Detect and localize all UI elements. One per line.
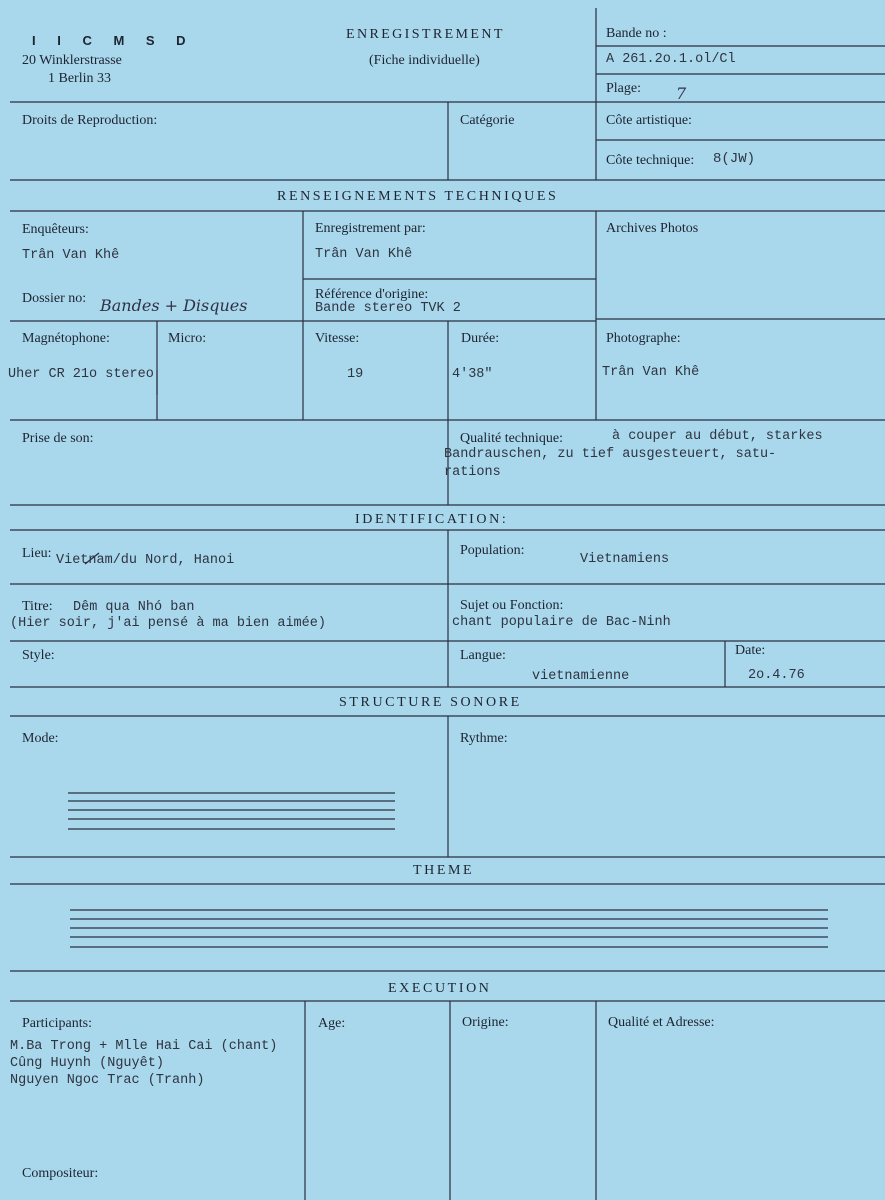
compositeur-label: Compositeur:	[22, 1166, 99, 1181]
participant-1: M.Ba Trong + Mlle Hai Cai (chant)	[10, 1039, 278, 1054]
origine-label: Origine:	[462, 1015, 509, 1030]
participant-3: Nguyen Ngoc Trac (Tranh)	[10, 1073, 205, 1088]
org-logo: I I C M S D	[32, 33, 195, 48]
org-city: 1 Berlin 33	[48, 71, 111, 86]
lieu-label: Lieu:	[22, 546, 52, 561]
langue-label: Langue:	[460, 648, 506, 663]
lieu-value: Vietnam/du Nord, Hanoi	[56, 553, 235, 568]
bande-label: Bande no :	[606, 26, 667, 41]
org-street: 20 Winklerstrasse	[22, 53, 122, 68]
date-value: 2o.4.76	[748, 668, 805, 683]
participants-label: Participants:	[22, 1016, 92, 1031]
section-heading-execution: EXECUTION	[388, 981, 492, 996]
langue-value: vietnamienne	[532, 669, 630, 684]
plage-value: 7	[676, 84, 687, 103]
enqueteurs-value: Trân Van Khê	[22, 248, 120, 263]
photographe-value: Trân Van Khê	[602, 365, 700, 380]
date-label: Date:	[735, 643, 766, 658]
qualite-technique-line-3: rations	[444, 465, 501, 480]
cote-artistique-label: Côte artistique:	[606, 113, 692, 128]
participant-2: Cûng Huynh (Nguyêt)	[10, 1056, 164, 1071]
photographe-label: Photographe:	[606, 331, 681, 346]
droits-label: Droits de Reproduction:	[22, 113, 158, 128]
sujet-value: chant populaire de Bac-Ninh	[452, 615, 671, 630]
section-heading-identification: IDENTIFICATION:	[355, 512, 509, 527]
dossier-label: Dossier no:	[22, 291, 87, 306]
section-heading-theme: THEME	[413, 863, 475, 878]
age-label: Age:	[318, 1016, 346, 1031]
duree-value: 4'38"	[452, 367, 493, 382]
qualite-technique-line-1: à couper au début, starkes	[612, 429, 823, 444]
cote-technique-value: 8(JW)	[713, 151, 756, 167]
mode-staff	[68, 793, 395, 829]
qualite-technique-label: Qualité technique:	[460, 431, 564, 446]
form-subtitle: (Fiche individuelle)	[369, 53, 480, 68]
section-heading-structure: STRUCTURE SONORE	[339, 695, 522, 710]
titre-value: Dêm qua Nhó ban	[73, 600, 195, 615]
qualite-adresse-label: Qualité et Adresse:	[608, 1015, 715, 1030]
reference-label: Référence d'origine:	[315, 287, 429, 302]
titre-label: Titre:	[22, 599, 53, 614]
prise-de-son-label: Prise de son:	[22, 431, 94, 446]
population-label: Population:	[460, 543, 525, 558]
vitesse-value: 19	[347, 367, 364, 382]
plage-label: Plage:	[606, 81, 641, 96]
dossier-value: Bandes + Disques	[100, 296, 248, 315]
micro-label: Micro:	[168, 331, 207, 346]
theme-staff	[70, 910, 828, 947]
enregistrement-label: Enregistrement par:	[315, 221, 426, 236]
titre-translation: (Hier soir, j'ai pensé à ma bien aimée)	[10, 616, 326, 631]
bande-value: A 261.2o.1.ol/Cl	[606, 52, 736, 67]
enregistrement-value: Trân Van Khê	[315, 247, 413, 262]
archives-photos-label: Archives Photos	[606, 221, 699, 236]
categorie-label: Catégorie	[460, 113, 515, 128]
magnetophone-value: Uher CR 21o stereo	[8, 367, 154, 382]
form-title: ENREGISTREMENT	[346, 27, 505, 42]
style-label: Style:	[22, 648, 55, 663]
cote-technique-label: Côte technique:	[606, 153, 695, 168]
vitesse-label: Vitesse:	[315, 331, 360, 346]
reference-value: Bande stereo TVK 2	[315, 301, 461, 316]
duree-label: Durée:	[461, 331, 500, 346]
mode-label: Mode:	[22, 731, 59, 746]
sujet-label: Sujet ou Fonction:	[460, 598, 564, 613]
rythme-label: Rythme:	[460, 731, 508, 746]
enqueteurs-label: Enquêteurs:	[22, 222, 89, 237]
section-heading-technical: RENSEIGNEMENTS TECHNIQUES	[277, 189, 559, 204]
magnetophone-label: Magnétophone:	[22, 331, 110, 346]
population-value: Vietnamiens	[580, 552, 670, 567]
qualite-technique-line-2: Bandrauschen, zu tief ausgesteuert, satu-	[444, 447, 777, 462]
